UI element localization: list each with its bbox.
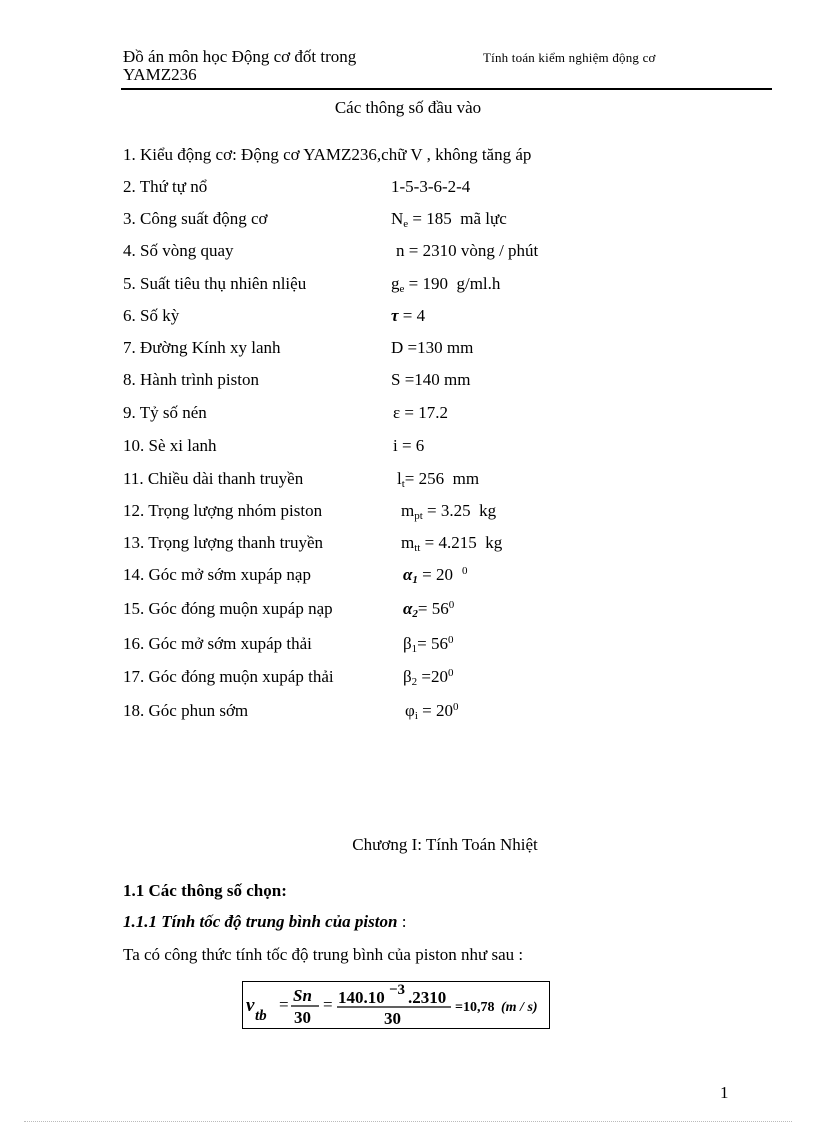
spec-label: 1. Kiểu động cơ: Động cơ YAMZ236,chữ V , không tăng áp — [123, 145, 532, 164]
spec-label: 5. Suất tiêu thụ nhiên nliệu — [123, 274, 307, 293]
spec-label: 8. Hành trình piston — [123, 370, 259, 389]
header-topic: Tính toán kiểm nghiệm động cơ — [483, 50, 656, 65]
spec-rest: = 20 — [417, 565, 453, 584]
spec-label: 14. Góc mở sớm xupáp nạp — [123, 565, 311, 584]
page-bottom-rule — [24, 1121, 792, 1122]
spec-label: 2. Thứ tự nổ — [123, 177, 208, 196]
spec-label: 9. Tỷ số nén — [123, 403, 207, 422]
header-line-1: Đồ án môn học Động cơ đốt trong — [123, 47, 357, 66]
spec-label: 7. Đường Kính xy lanh — [123, 338, 281, 357]
spec-value — [391, 306, 425, 326]
spec-subscript: 1 — [411, 643, 418, 655]
spec-superscript: 0 — [448, 634, 454, 646]
header-rule — [121, 88, 772, 90]
section-heading: 1.1 Các thông số chọn: — [123, 881, 287, 900]
spec-value — [403, 599, 454, 619]
spec-rest: = 56 — [417, 599, 449, 618]
spec-rest: = 20 — [417, 701, 453, 720]
spec-rest: = 256 mm — [404, 469, 480, 488]
spec-symbol: N — [391, 209, 404, 228]
spec-symbol: α — [403, 599, 413, 618]
spec-value: ε = 17.2 — [393, 403, 448, 422]
spec-value: n = 2310 vòng / phút — [396, 241, 539, 260]
formula-den-2: 30 — [384, 1009, 401, 1028]
spec-value — [401, 533, 502, 553]
spec-symbol: l — [397, 469, 402, 488]
spec-symbol: m — [401, 533, 415, 552]
spec-label: 4. Số vòng quay — [123, 241, 234, 260]
spec-subscript: e — [403, 218, 409, 230]
spec-superscript: 0 — [452, 701, 459, 713]
page-title: Các thông số đầu vào — [334, 98, 482, 117]
spec-rest: = 4.215 kg — [420, 533, 503, 552]
spec-rest: =20 — [417, 667, 448, 686]
spec-subscript: pt — [414, 510, 423, 522]
spec-label: 10. Sè xi lanh — [123, 436, 217, 455]
spec-superscript: 0 — [448, 667, 454, 679]
spec-rest: = 185 mã lực — [408, 209, 507, 228]
spec-label: 15. Góc đóng muộn xupáp nạp — [123, 599, 333, 618]
spec-label: 13. Trọng lượng thanh truyền — [123, 533, 324, 552]
formula-svg — [243, 982, 549, 1028]
formula-unit: (m / s) — [501, 1000, 538, 1015]
subsection-title: 1.1.1 Tính tốc độ trung bình của piston — [123, 912, 398, 931]
spec-value — [405, 701, 458, 721]
spec-label: 11. Chiều dài thanh truyền — [123, 469, 304, 488]
spec-value: 1-5-3-6-2-4 — [391, 177, 471, 196]
spec-superscript: 0 — [448, 599, 455, 611]
spec-label: 17. Góc đóng muộn xupáp thải — [123, 667, 334, 686]
spec-rest: = 3.25 kg — [422, 501, 497, 520]
spec-subscript: 2 — [411, 676, 418, 688]
spec-value — [403, 565, 468, 585]
spec-value: D =130 mm — [391, 338, 474, 357]
spec-value — [403, 634, 454, 654]
spec-symbol: τ — [391, 306, 399, 325]
intro-paragraph: Ta có công thức tính tốc độ trung bình của piston như sau : — [123, 945, 524, 964]
spec-subscript: i — [414, 710, 418, 722]
spec-label: 3. Công suất động cơ — [123, 209, 268, 228]
spec-label: 16. Góc mở sớm xupáp thải — [123, 634, 312, 653]
spec-symbol: φ — [405, 701, 415, 720]
formula-eq-1: = — [279, 995, 289, 1014]
spec-subscript: t — [401, 478, 405, 490]
spec-rest: = 4 — [398, 306, 426, 325]
formula-num-1: Sn — [293, 986, 312, 1005]
spec-superscript: 0 — [462, 565, 468, 577]
spec-symbol: β — [403, 634, 412, 653]
formula-den-1: 30 — [294, 1008, 311, 1027]
spec-rest: = 56 — [417, 634, 448, 653]
spec-symbol: β — [403, 667, 412, 686]
subsection-suffix: : — [397, 912, 407, 931]
chapter-title: Chương I: Tính Toán Nhiệt — [352, 835, 538, 854]
spec-rest: = 190 g/ml.h — [404, 274, 501, 293]
subsection-heading — [123, 912, 406, 932]
formula-num-2b: .2310 — [408, 988, 447, 1007]
page-number: 1 — [720, 1083, 729, 1102]
spec-label: 18. Góc phun sớm — [123, 701, 249, 720]
spec-value: i = 6 — [393, 436, 425, 455]
spec-subscript: 2 — [412, 608, 418, 620]
spec-label: 6. Số kỳ — [123, 306, 180, 325]
spec-symbol: α — [403, 565, 413, 584]
formula-lhs-sub: tb — [255, 1008, 267, 1024]
formula-result: =10,78 — [455, 1000, 495, 1015]
spec-value — [401, 501, 496, 521]
spec-value: S =140 mm — [391, 370, 471, 389]
spec-subscript: 1 — [412, 574, 418, 586]
formula-num-2a: 140.10 — [338, 988, 385, 1007]
spec-symbol: g — [391, 274, 400, 293]
header-line-2: YAMZ236 — [123, 65, 197, 84]
formula-lhs: v — [246, 995, 255, 1016]
spec-value — [391, 274, 500, 294]
spec-value — [403, 667, 454, 687]
spec-label: 12. Trọng lượng nhóm piston — [123, 501, 323, 520]
formula-num-2-exp: −3 — [389, 982, 406, 998]
formula-eq-2: = — [323, 995, 333, 1014]
spec-subscript: tt — [414, 542, 421, 554]
header-course-title — [123, 48, 356, 84]
spec-value — [391, 209, 507, 229]
spec-subscript: e — [399, 283, 405, 295]
spec-symbol: m — [401, 501, 415, 520]
formula-box — [242, 981, 550, 1029]
spec-value — [397, 469, 479, 489]
